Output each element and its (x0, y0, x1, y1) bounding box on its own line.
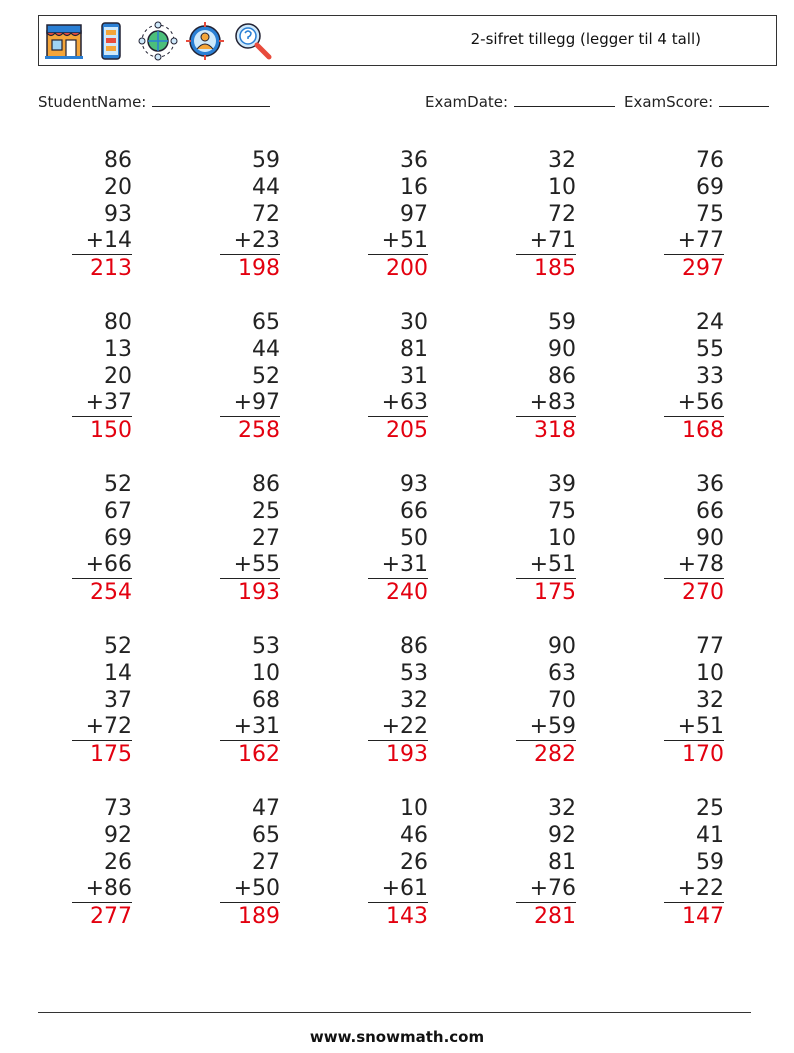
addend: 65 (252, 823, 280, 848)
addend: 25 (696, 796, 724, 821)
addend-with-plus: +22 (368, 714, 428, 741)
addend-with-plus: +37 (72, 390, 132, 417)
addend: 20 (104, 364, 132, 389)
addition-problem (368, 471, 428, 606)
addend: 90 (548, 337, 576, 362)
addend: 97 (400, 202, 428, 227)
addend-with-plus: +31 (368, 552, 428, 579)
addend: 63 (548, 661, 576, 686)
addend: 59 (252, 148, 280, 173)
answer: 198 (238, 256, 280, 281)
answer: 175 (90, 742, 132, 767)
addition-problem (72, 147, 132, 282)
addend-with-plus: +71 (516, 228, 576, 255)
addend: 69 (104, 526, 132, 551)
answer: 143 (386, 904, 428, 929)
addition-problem (516, 795, 576, 930)
answer: 147 (682, 904, 724, 929)
addend: 81 (400, 337, 428, 362)
addition-problem (220, 309, 280, 444)
addend-with-plus: +72 (72, 714, 132, 741)
addend: 77 (696, 634, 724, 659)
addend-with-plus: +59 (516, 714, 576, 741)
addition-problem (220, 795, 280, 930)
mobile-app-icon (91, 21, 131, 61)
addend-with-plus: +23 (220, 228, 280, 255)
addend: 75 (548, 499, 576, 524)
answer: 200 (386, 256, 428, 281)
global-network-icon (138, 21, 178, 61)
addend: 14 (104, 661, 132, 686)
addend: 90 (696, 526, 724, 551)
answer: 193 (238, 580, 280, 605)
answer: 258 (238, 418, 280, 443)
addend: 52 (104, 472, 132, 497)
addend: 20 (104, 175, 132, 200)
footer-site: www.snowmath.com (309, 1028, 485, 1046)
addend-with-plus: +63 (368, 390, 428, 417)
addend-with-plus: +78 (664, 552, 724, 579)
addend: 10 (400, 796, 428, 821)
addend-with-plus: +31 (220, 714, 280, 741)
addend: 44 (252, 337, 280, 362)
exam-date-blank[interactable] (514, 92, 615, 107)
addition-problem (72, 471, 132, 606)
answer: 168 (682, 418, 724, 443)
footer-divider (38, 1012, 751, 1013)
answer: 162 (238, 742, 280, 767)
addend: 16 (400, 175, 428, 200)
addition-problem (220, 147, 280, 282)
user-target-icon (185, 21, 225, 61)
answer: 254 (90, 580, 132, 605)
addend: 53 (400, 661, 428, 686)
addend: 10 (252, 661, 280, 686)
addend-with-plus: +51 (664, 714, 724, 741)
addend-with-plus: +55 (220, 552, 280, 579)
answer: 185 (534, 256, 576, 281)
addend: 37 (104, 688, 132, 713)
addend: 86 (252, 472, 280, 497)
addend: 86 (104, 148, 132, 173)
addend-with-plus: +51 (516, 552, 576, 579)
student-name-label: StudentName: (38, 93, 147, 111)
addend: 36 (696, 472, 724, 497)
addend: 59 (696, 850, 724, 875)
addend: 24 (696, 310, 724, 335)
addend: 36 (400, 148, 428, 173)
addend: 27 (252, 850, 280, 875)
answer: 213 (90, 256, 132, 281)
addition-problem (516, 309, 576, 444)
addend: 32 (696, 688, 724, 713)
worksheet-title: 2-sifret tillegg (legger til 4 tall) (470, 30, 701, 48)
addend: 32 (548, 796, 576, 821)
addition-problem (368, 309, 428, 444)
addend: 75 (696, 202, 724, 227)
exam-score-blank[interactable] (719, 92, 769, 107)
addend: 86 (400, 634, 428, 659)
addend: 32 (400, 688, 428, 713)
addend: 72 (548, 202, 576, 227)
addend: 93 (104, 202, 132, 227)
addend: 55 (696, 337, 724, 362)
addend: 30 (400, 310, 428, 335)
addend: 46 (400, 823, 428, 848)
header-icons (44, 21, 272, 61)
addend-with-plus: +83 (516, 390, 576, 417)
addend: 90 (548, 634, 576, 659)
addend: 52 (252, 364, 280, 389)
addition-problem (368, 147, 428, 282)
addend: 32 (548, 148, 576, 173)
addend: 10 (548, 175, 576, 200)
exam-date-label: ExamDate: (425, 93, 509, 111)
addend: 66 (696, 499, 724, 524)
shop-icon (44, 21, 84, 61)
addition-problem (368, 795, 428, 930)
addition-problem (516, 633, 576, 768)
addition-problem (516, 471, 576, 606)
addend-with-plus: +56 (664, 390, 724, 417)
addition-problem (72, 633, 132, 768)
addition-problem (220, 471, 280, 606)
addition-problem (516, 147, 576, 282)
addition-problem (664, 309, 724, 444)
addend: 13 (104, 337, 132, 362)
addend: 25 (252, 499, 280, 524)
answer: 150 (90, 418, 132, 443)
exam-score-field[interactable] (624, 92, 769, 111)
addition-problem (664, 147, 724, 282)
addend-with-plus: +66 (72, 552, 132, 579)
worksheet-header (38, 15, 777, 66)
addend: 67 (104, 499, 132, 524)
addend: 59 (548, 310, 576, 335)
answer: 193 (386, 742, 428, 767)
student-name-field[interactable] (38, 92, 270, 111)
search-magnifier-icon (232, 21, 272, 61)
addend-with-plus: +50 (220, 876, 280, 903)
addend: 26 (104, 850, 132, 875)
answer: 270 (682, 580, 724, 605)
addition-problem (72, 309, 132, 444)
answer: 277 (90, 904, 132, 929)
addend: 68 (252, 688, 280, 713)
addend: 26 (400, 850, 428, 875)
addend: 76 (696, 148, 724, 173)
addend: 39 (548, 472, 576, 497)
addend: 92 (104, 823, 132, 848)
addend-with-plus: +61 (368, 876, 428, 903)
addend-with-plus: +51 (368, 228, 428, 255)
addition-problem (664, 471, 724, 606)
answer: 175 (534, 580, 576, 605)
addend: 44 (252, 175, 280, 200)
addend: 10 (696, 661, 724, 686)
addend-with-plus: +14 (72, 228, 132, 255)
answer: 281 (534, 904, 576, 929)
addend: 73 (104, 796, 132, 821)
addend: 52 (104, 634, 132, 659)
answer: 297 (682, 256, 724, 281)
addend: 47 (252, 796, 280, 821)
addition-problem (220, 633, 280, 768)
addition-problem (664, 633, 724, 768)
addend: 31 (400, 364, 428, 389)
addend: 80 (104, 310, 132, 335)
answer: 170 (682, 742, 724, 767)
answer: 189 (238, 904, 280, 929)
answer: 318 (534, 418, 576, 443)
addend: 92 (548, 823, 576, 848)
addend: 53 (252, 634, 280, 659)
addend-with-plus: +86 (72, 876, 132, 903)
addend: 33 (696, 364, 724, 389)
addend: 70 (548, 688, 576, 713)
answer: 240 (386, 580, 428, 605)
addition-problem (368, 633, 428, 768)
addition-problem (664, 795, 724, 930)
addend-with-plus: +76 (516, 876, 576, 903)
addend-with-plus: +77 (664, 228, 724, 255)
addend: 86 (548, 364, 576, 389)
addend-with-plus: +97 (220, 390, 280, 417)
addend-with-plus: +22 (664, 876, 724, 903)
addend: 65 (252, 310, 280, 335)
addend: 72 (252, 202, 280, 227)
answer: 282 (534, 742, 576, 767)
student-name-blank[interactable] (152, 92, 270, 107)
addend: 66 (400, 499, 428, 524)
exam-date-field[interactable] (425, 92, 615, 111)
addend: 41 (696, 823, 724, 848)
addend: 10 (548, 526, 576, 551)
addend: 81 (548, 850, 576, 875)
addition-problem (72, 795, 132, 930)
addend: 69 (696, 175, 724, 200)
answer: 205 (386, 418, 428, 443)
addend: 27 (252, 526, 280, 551)
exam-score-label: ExamScore: (624, 93, 714, 111)
addend: 93 (400, 472, 428, 497)
addend: 50 (400, 526, 428, 551)
